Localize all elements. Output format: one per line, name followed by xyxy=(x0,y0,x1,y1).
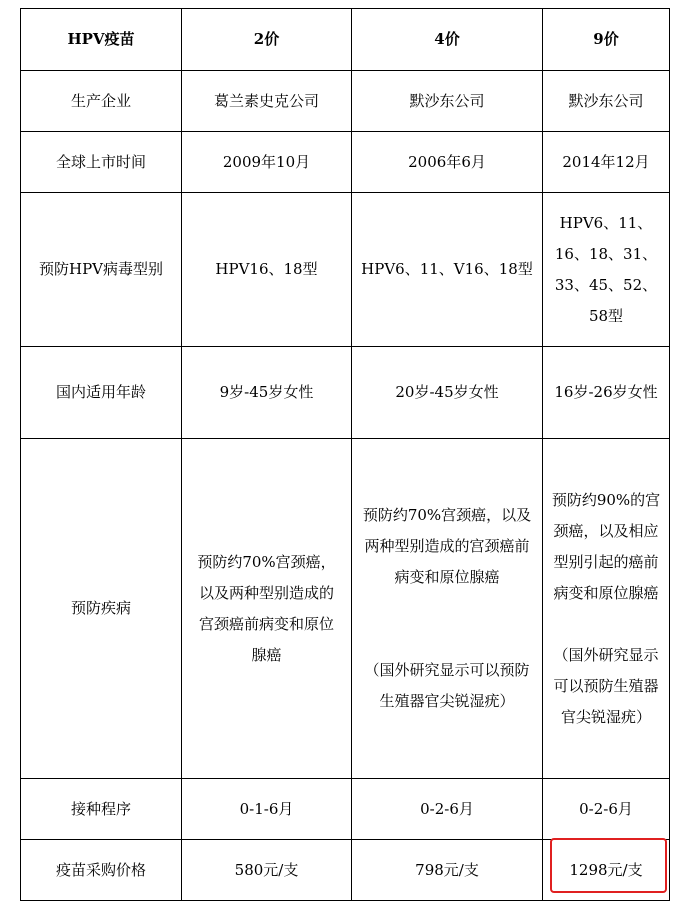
cell-9-valent-price: 1298元/支 xyxy=(543,840,670,901)
row-disease-prevention xyxy=(21,439,670,779)
header-9-valent: 9价 xyxy=(543,9,670,71)
header-2-valent: 2价 xyxy=(182,9,352,71)
row-price xyxy=(21,840,670,901)
header-row xyxy=(21,9,670,71)
cell-4-valent: 默沙东公司 xyxy=(352,71,543,132)
cell-9-valent: HPV6、11、16、18、31、33、45、52、58型 xyxy=(543,193,670,347)
row-label: 全球上市时间 xyxy=(21,132,182,193)
paragraph-gap xyxy=(549,609,663,640)
row-launch-date xyxy=(21,132,670,193)
header-4-valent: 4价 xyxy=(352,9,543,71)
cell-2-valent: 2009年10月 xyxy=(182,132,352,193)
cell-4-valent: 2006年6月 xyxy=(352,132,543,193)
cell-2-valent: 580元/支 xyxy=(182,840,352,901)
cell-9-valent: 2014年12月 xyxy=(543,132,670,193)
disease-note-text: （国外研究显示可以预防生殖器官尖锐湿疣） xyxy=(553,645,659,726)
cell-9-valent: 默沙东公司 xyxy=(543,71,670,132)
cell-4-valent: 20岁-45岁女性 xyxy=(352,347,543,439)
cell-9-valent: 16岁-26岁女性 xyxy=(543,347,670,439)
cell-2-valent: 0-1-6月 xyxy=(182,779,352,840)
row-label: 国内适用年龄 xyxy=(21,347,182,439)
paragraph-gap xyxy=(358,593,536,655)
cell-4-valent xyxy=(352,439,543,779)
row-schedule xyxy=(21,779,670,840)
header-vaccine: HPV疫苗 xyxy=(21,9,182,71)
cell-9-valent: 0-2-6月 xyxy=(543,779,670,840)
cell-4-valent: HPV6、11、V16、18型 xyxy=(352,193,543,347)
row-label: 生产企业 xyxy=(21,71,182,132)
disease-main-text: 预防约90%的宫颈癌，以及相应型别引起的癌前病变和原位腺癌 xyxy=(551,490,661,602)
cell-2-valent: 9岁-45岁女性 xyxy=(182,347,352,439)
row-label: 疫苗采购价格 xyxy=(21,840,182,901)
cell-4-valent: 798元/支 xyxy=(352,840,543,901)
hpv-vaccine-comparison-table xyxy=(20,8,670,901)
row-hpv-types xyxy=(21,193,670,347)
row-label: 接种程序 xyxy=(21,779,182,840)
row-label: 预防疾病 xyxy=(21,439,182,779)
row-label: 预防HPV病毒型别 xyxy=(21,193,182,347)
cell-2-valent: HPV16、18型 xyxy=(182,193,352,347)
row-age xyxy=(21,347,670,439)
row-manufacturer xyxy=(21,71,670,132)
disease-main-text: 预防约70%宫颈癌，以及两种型别造成的宫颈癌前病变和原位腺癌 xyxy=(362,506,532,586)
cell-2-valent: 预防约70%宫颈癌，以及两种型别造成的宫颈癌前病变和原位腺癌 xyxy=(182,439,352,779)
disease-note-text: （国外研究显示可以预防生殖器官尖锐湿疣） xyxy=(364,661,530,710)
cell-9-valent xyxy=(543,439,670,779)
cell-2-valent: 葛兰素史克公司 xyxy=(182,71,352,132)
cell-4-valent: 0-2-6月 xyxy=(352,779,543,840)
